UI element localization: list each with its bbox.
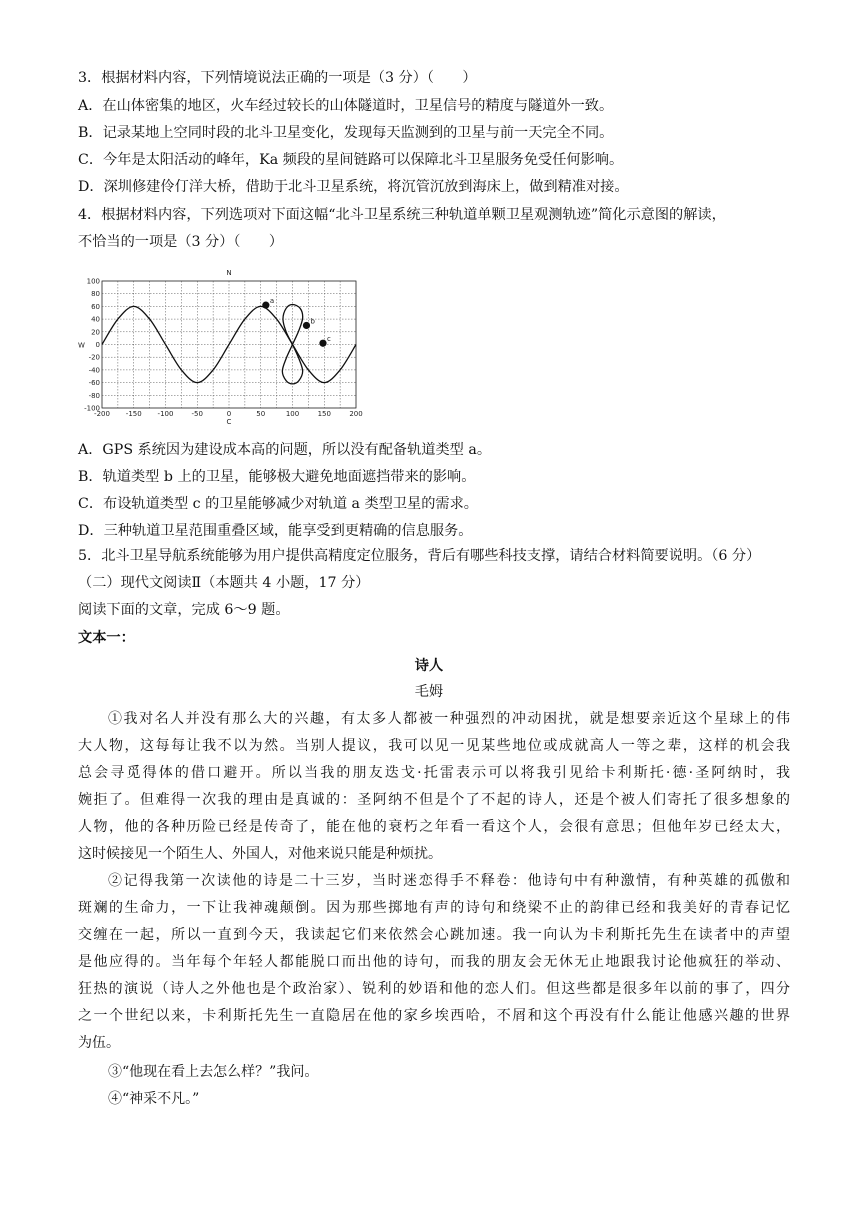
satellite-marker-label-a: a [269,297,275,306]
question-3-option-c: C．今年是太阳活动的峰年，Ka 频段的星间链路可以保障北斗卫星服务免受任何影响。 [78,152,624,168]
x-tick-label: -100 [157,410,174,418]
x-tick-label: 50 [256,410,266,418]
x-tick-label: -150 [125,410,142,418]
article-line: 是他应得的。当年每个年轻人都能脱口而出他的诗句，而我的朋友会无休无止地跟我讨论他疯狂的举动、 [78,954,790,970]
article-author: 毛姆 [414,684,444,700]
y-tick-label: 0 [95,341,100,349]
question-4-stem-line2: 不恰当的一项是（3 分）（ ） [78,234,284,250]
x-tick-label: -200 [94,410,110,418]
y-tick-label: -20 [88,353,100,362]
question-4-stem-line1: 4．根据材料内容，下列选项对下面这幅“北斗卫星系统三种轨道单颗卫星观测轨迹”简化示意图的解读， [78,207,726,223]
article-line: ④“神采不凡。” [108,1091,200,1107]
article-line: 总会寻觅得体的借口避开。所以当我的朋友迭戈·托雷表示可以将我引见给卡利斯托·德·圣阿纳时，我 [78,765,790,781]
satellite-marker-c [319,340,326,347]
satellite-marker-label-b: b [310,317,315,326]
article-line: 婉拒了。但难得一次我的理由是真诚的：圣阿纳不但是个了不起的诗人，还是个被人们寄托了很多想象的 [78,792,790,808]
article-line: ③“他现在看上去怎么样？”我问。 [108,1064,319,1080]
y-tick-label: -60 [88,379,100,388]
question-4-option-d: D．三种轨道卫星范围重叠区域，能享受到更精确的信息服务。 [78,523,473,539]
satellite-marker-a [262,302,269,309]
article-line: 人物，他的各种历险已经是传奇了，能在他的衰朽之年看一看这个人，会很有意思；但他年岁已经太大， [78,819,790,835]
article-line: 这时候接见一个陌生人、外国人，对他来说只能是种烦扰。 [78,846,442,862]
question-3-stem: 3．根据材料内容，下列情境说法正确的一项是（3 分）（ ） [78,70,477,86]
article-line: 大人物，这每每让我不以为然。当别人提议，我可以见一见某些地位或成就高人一等之辈，这样的机会我 [78,738,790,754]
north-label: N [226,269,232,277]
y-tick-label: -80 [88,391,100,400]
y-tick-label: 80 [91,290,100,299]
article-line: ②记得我第一次读他的诗是二十三岁，当时迷恋得手不释卷：他诗句中有种激情，有种英雄的孤傲和 [108,873,790,889]
y-tick-label: 20 [91,328,100,337]
x-tick-label: 150 [317,410,331,418]
article-line: 之一个世纪以来，卡利斯托先生一直隐居在他的家乡埃西哈，不屑和这个再没有什么能让他感兴趣的世界 [78,1008,790,1024]
orbit-track-chart-svg [76,262,370,424]
bottom-label: C [226,418,232,424]
question-3-option-a: A．在山体密集的地区，火车经过较长的山体隧道时，卫星信号的精度与隧道外一致。 [78,98,614,114]
question-4-option-a: A．GPS 系统因为建设成本高的问题，所以没有配备轨道类型 a。 [78,442,492,458]
x-tick-label: 200 [349,410,363,418]
article-title: 诗人 [414,658,444,674]
y-tick-label: -100 [84,404,100,413]
west-label: W [78,341,85,350]
satellite-marker-b [303,322,310,329]
article-line: 为伍。 [78,1035,120,1051]
x-tick-label: -50 [191,410,203,418]
x-tick-label: 100 [285,410,300,418]
question-5-stem: 5．北斗卫星导航系统能够为用户提供高精度定位服务，背后有哪些科技支撑，请结合材料简要说明。（6 分） [78,548,761,564]
article-line: 狂热的演说（诗人之外他也是个政治家）、锐利的妙语和他的恋人们。但这些都是很多年以前的事了，四分 [78,981,790,997]
y-tick-label: 100 [86,277,100,286]
x-tick-label: 0 [226,410,232,418]
y-tick-label: 60 [91,302,100,311]
article-line: 斑斓的生命力，一下让我神魂颠倒。因为那些掷地有声的诗句和绕梁不止的韵律已经和我美好的青春记忆 [78,900,790,916]
article-line: ①我对名人并没有那么大的兴趣，有太多人都被一种强烈的冲动困扰，就是想要亲近这个星球上的伟 [108,711,790,727]
section-heading: （二）现代文阅读Ⅱ（本题共 4 小题，17 分） [78,575,370,591]
text-one-label: 文本一： [78,630,135,646]
question-3-option-b: B．记录某地上空同时段的北斗卫星变化，发现每天监测到的卫星与前一天完全不同。 [78,125,614,141]
orbit-track-chart [76,262,370,424]
section-instruction: 阅读下面的文章，完成 6～9 题。 [78,602,290,618]
y-tick-label: 40 [91,315,100,324]
satellite-marker-label-c: c [326,335,331,344]
article-line: 交缠在一起，所以一直到今天，我读起它们来依然会心跳加速。我一向认为卡利斯托先生在读者中的声望 [78,927,790,943]
question-4-option-b: B．轨道类型 b 上的卫星，能够极大避免地面遮挡带来的影响。 [78,469,476,485]
question-4-option-c: C．布设轨道类型 c 的卫星能够减少对轨道 a 类型卫星的需求。 [78,496,478,512]
question-3-option-d: D．深圳修建伶仃洋大桥，借助于北斗卫星系统，将沉管沉放到海床上，做到精准对接。 [78,179,629,195]
y-tick-label: -40 [88,366,100,375]
